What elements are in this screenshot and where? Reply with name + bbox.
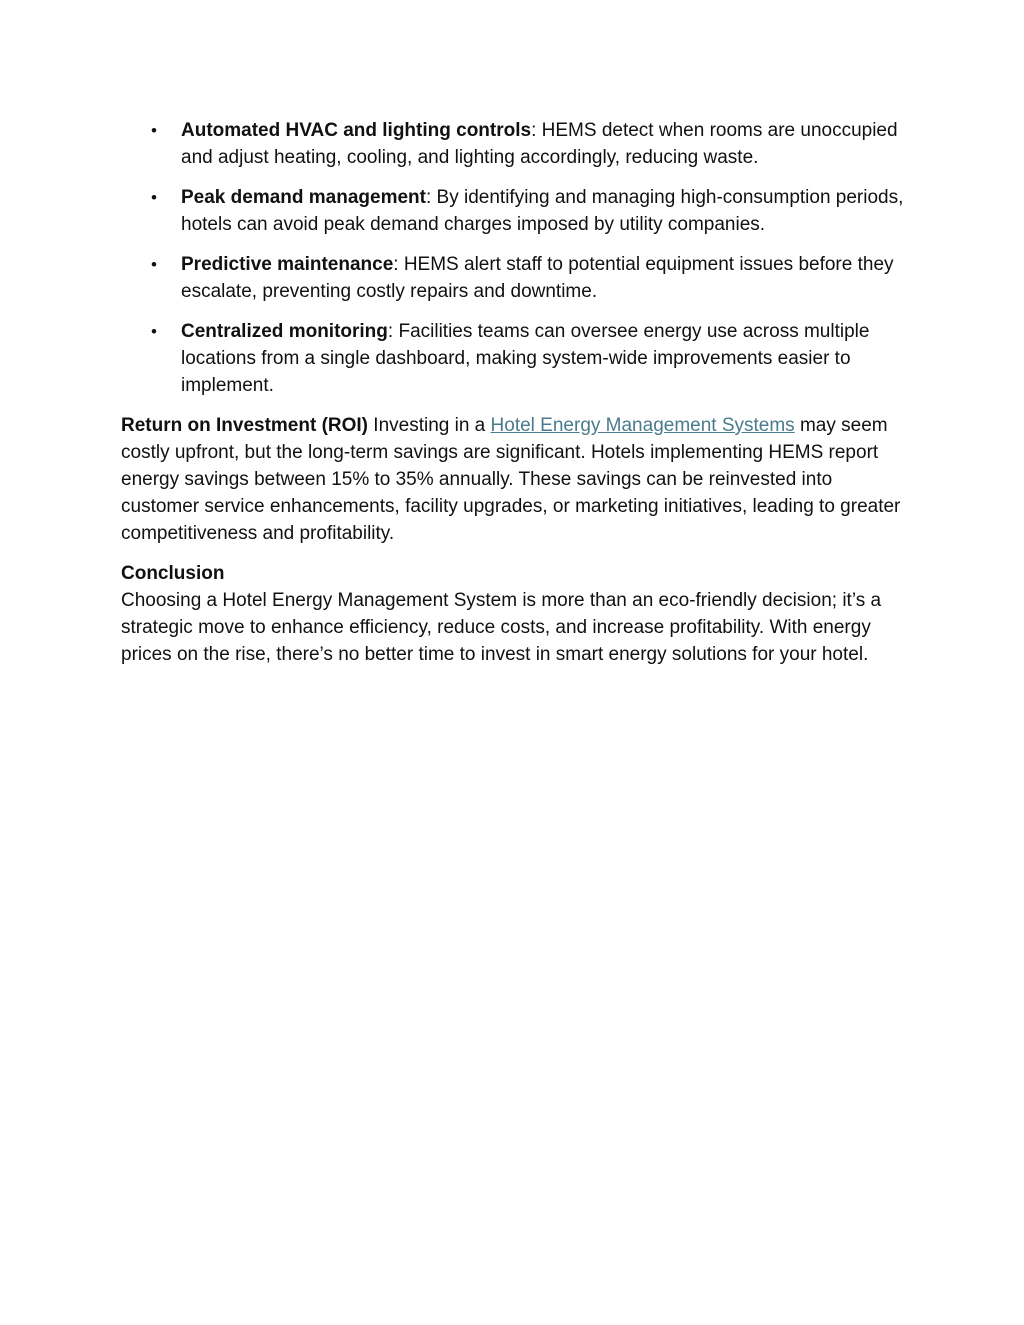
roi-heading: Return on Investment (ROI)	[121, 415, 369, 436]
list-item	[121, 184, 906, 238]
list-item	[121, 117, 906, 171]
roi-paragraph	[121, 412, 906, 547]
list-item-term: Peak demand management	[181, 187, 426, 208]
bullet-icon: •	[151, 121, 157, 140]
conclusion-heading: Conclusion	[121, 563, 225, 584]
bullet-icon: •	[151, 322, 157, 341]
conclusion-text: Choosing a Hotel Energy Management System is more than an eco-friendly decision; it’s a strategic move to enhance efficiency, reduce costs, and increase profitability. With energy prices on the rise, there’s no better time to invest in smart energy solutions for your hotel.	[121, 590, 882, 665]
feature-list	[121, 117, 906, 399]
list-item-separator: :	[393, 254, 399, 275]
bullet-icon: •	[151, 188, 157, 207]
bullet-icon: •	[151, 255, 157, 274]
roi-text-before: Investing in a	[368, 415, 491, 436]
conclusion-paragraph	[121, 560, 906, 668]
list-item-separator: :	[425, 187, 432, 208]
list-item-term: Automated HVAC and lighting controls	[181, 120, 532, 141]
list-item-text: Facilities teams can oversee energy use across multiple locations from a single dashboard, making system-wide improvements easier to implement.	[181, 321, 870, 396]
list-item	[121, 318, 906, 399]
list-item-term: Predictive maintenance	[181, 254, 394, 275]
list-item-separator: :	[387, 321, 394, 342]
list-item-term: Centralized monitoring	[181, 321, 388, 342]
hems-link[interactable]: Hotel Energy Management Systems	[490, 415, 795, 436]
list-item-separator: :	[531, 120, 537, 141]
list-item-text: HEMS alert staff to potential equipment issues before they escalate, preventing costly repairs and downtime.	[181, 254, 894, 302]
list-item-text: By identifying and managing high-consumption periods, hotels can avoid peak demand charges imposed by utility companies.	[181, 187, 904, 235]
list-item-text: HEMS detect when rooms are unoccupied and adjust heating, cooling, and lighting accordingly, reducing waste.	[181, 120, 898, 168]
document-page	[121, 117, 906, 681]
list-item	[121, 251, 906, 305]
roi-text-after: may seem costly upfront, but the long-term savings are significant. Hotels implementing HEMS report energy savings between 15% to 35% annually. These savings can be reinvested into customer service enhancements, facility upgrades, or marketing initiatives, leading to greater competitiveness and profitability.	[121, 415, 901, 544]
